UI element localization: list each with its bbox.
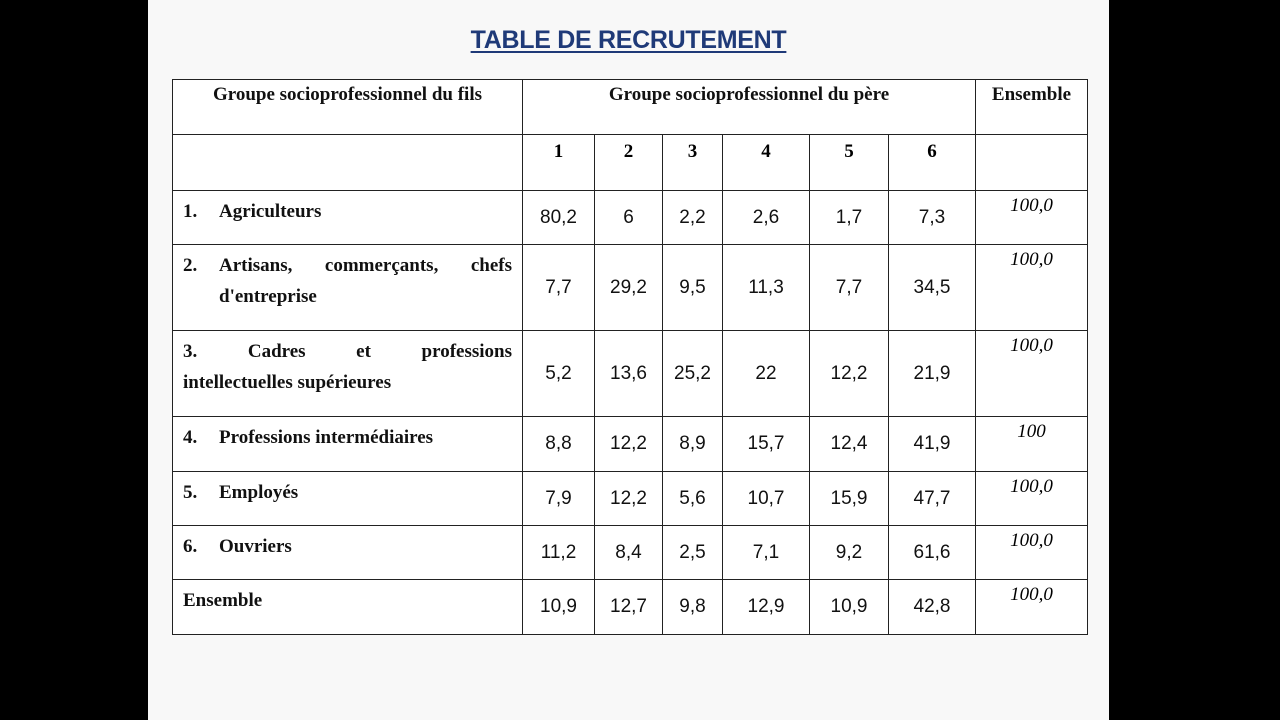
recruitment-table xyxy=(172,79,1088,635)
column-header: 4 xyxy=(723,135,810,191)
row-label-text: Ouvriers xyxy=(219,536,292,557)
page-title-text: TABLE DE RECRUTEMENT xyxy=(470,26,787,54)
row-total: 100,0 xyxy=(976,245,1088,331)
table-cell: 11,2 xyxy=(523,526,595,580)
table-row xyxy=(173,526,1088,580)
row-label-line xyxy=(183,336,512,367)
table-row xyxy=(173,245,1088,331)
table-cell: 41,9 xyxy=(889,417,976,472)
table-cell: 10,7 xyxy=(723,472,810,526)
row-total: 100,0 xyxy=(976,472,1088,526)
table-cell: 12,2 xyxy=(595,417,663,472)
table-cell: 34,5 xyxy=(889,245,976,331)
row-label-text: Cadres et professions xyxy=(247,341,512,362)
table-cell: 7,7 xyxy=(523,245,595,331)
table-cell: 1,7 xyxy=(810,191,889,245)
header-row xyxy=(173,80,1088,135)
row-label xyxy=(173,472,523,526)
table-cell: 7,7 xyxy=(810,245,889,331)
table-cell: 2,2 xyxy=(663,191,723,245)
table-cell: 9,5 xyxy=(663,245,723,331)
header-ensemble: Ensemble xyxy=(976,80,1088,135)
row-total: 100 xyxy=(976,417,1088,472)
table-cell: 61,6 xyxy=(889,526,976,580)
row-total: 100,0 xyxy=(976,191,1088,245)
row-label xyxy=(173,191,523,245)
table-cell: 7,9 xyxy=(523,472,595,526)
table-cell: 10,9 xyxy=(810,580,889,635)
row-number: 5. xyxy=(183,482,198,503)
table-cell: 21,9 xyxy=(889,331,976,417)
row-label xyxy=(173,417,523,472)
table-cell: 7,1 xyxy=(723,526,810,580)
row-label-line xyxy=(183,250,512,281)
table-row xyxy=(173,331,1088,417)
column-number-row xyxy=(173,135,1088,191)
row-label-text: Professions intermédiaires xyxy=(219,427,434,448)
table-cell: 11,3 xyxy=(723,245,810,331)
header-fils: Groupe socioprofessionnel du fils xyxy=(173,80,523,135)
table-cell: 12,9 xyxy=(723,580,810,635)
row-label-text: Employés xyxy=(219,482,299,503)
row-number: 3. xyxy=(183,341,198,362)
row-label-text: Artisans, commerçants, chefs xyxy=(219,255,512,276)
table-cell: 10,9 xyxy=(523,580,595,635)
table-cell: 25,2 xyxy=(663,331,723,417)
row-number: 1. xyxy=(183,201,198,222)
table-row xyxy=(173,472,1088,526)
table-cell: 7,3 xyxy=(889,191,976,245)
table-cell: 15,7 xyxy=(723,417,810,472)
empty-cell xyxy=(173,135,523,191)
table-row xyxy=(173,191,1088,245)
table-cell: 8,8 xyxy=(523,417,595,472)
table-cell: 8,4 xyxy=(595,526,663,580)
table-cell: 80,2 xyxy=(523,191,595,245)
row-label-text: Agriculteurs xyxy=(219,201,322,222)
header-pere: Groupe socioprofessionnel du père xyxy=(523,80,976,135)
table-cell: 12,2 xyxy=(595,472,663,526)
ensemble-row xyxy=(173,580,1088,635)
table-cell: 12,4 xyxy=(810,417,889,472)
row-number: 6. xyxy=(183,536,198,557)
row-total: 100,0 xyxy=(976,580,1088,635)
page-title xyxy=(148,26,1109,55)
slide xyxy=(148,0,1109,720)
table-cell: 15,9 xyxy=(810,472,889,526)
row-number: 2. xyxy=(183,255,198,276)
table-cell: 29,2 xyxy=(595,245,663,331)
row-label xyxy=(173,526,523,580)
column-header: 2 xyxy=(595,135,663,191)
table-cell: 22 xyxy=(723,331,810,417)
table-cell: 2,6 xyxy=(723,191,810,245)
table-cell: 6 xyxy=(595,191,663,245)
column-header: 5 xyxy=(810,135,889,191)
table-cell: 47,7 xyxy=(889,472,976,526)
column-header: 1 xyxy=(523,135,595,191)
row-label-line: intellectuelles supérieures xyxy=(183,372,392,393)
table-cell: 2,5 xyxy=(663,526,723,580)
table-row xyxy=(173,417,1088,472)
table-cell: 42,8 xyxy=(889,580,976,635)
row-total: 100,0 xyxy=(976,526,1088,580)
table-cell: 5,2 xyxy=(523,331,595,417)
row-label xyxy=(173,245,523,331)
row-label xyxy=(173,331,523,417)
row-label: Ensemble xyxy=(173,580,523,635)
table-cell: 12,2 xyxy=(810,331,889,417)
table-cell: 13,6 xyxy=(595,331,663,417)
column-header: 3 xyxy=(663,135,723,191)
column-header: 6 xyxy=(889,135,976,191)
table-cell: 5,6 xyxy=(663,472,723,526)
row-label-line: d'entreprise xyxy=(219,286,317,307)
row-number: 4. xyxy=(183,427,198,448)
table-cell: 8,9 xyxy=(663,417,723,472)
table-cell: 9,2 xyxy=(810,526,889,580)
empty-cell xyxy=(976,135,1088,191)
table-cell: 12,7 xyxy=(595,580,663,635)
table-cell: 9,8 xyxy=(663,580,723,635)
row-total: 100,0 xyxy=(976,331,1088,417)
